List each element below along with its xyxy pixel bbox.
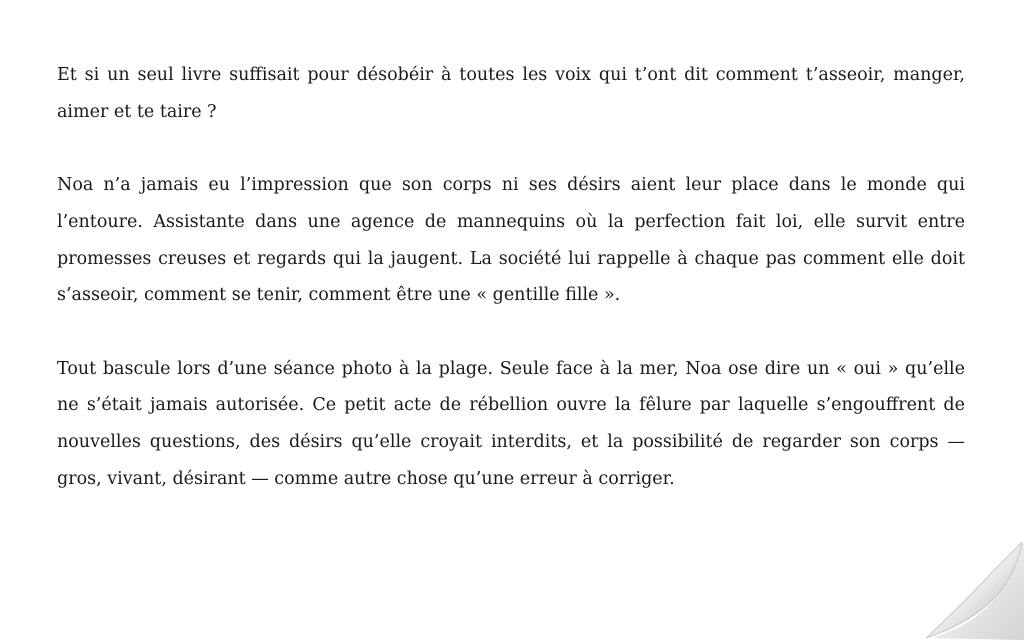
blurb-paragraph-1: Et si un seul livre suffisait pour désobéir à toutes les voix qui t’ont dit comment t’asseoir, manger, aimer et te taire ?	[57, 65, 965, 122]
page-curl-icon[interactable]	[914, 530, 1024, 640]
blurb-paragraph-3: Tout bascule lors d’une séance photo à la plage. Seule face à la mer, Noa ose dire un « oui » qu’elle ne s’était jamais autorisée. Ce petit acte de rébellion ouvre la fêlure par laquelle s’engouffrent de nouvelles questions, des désirs qu’elle croyait interdits, et la possibilité de regarder son corps — gros, vivant, désirant — comme autre chose qu’une erreur à corriger.	[57, 358, 965, 489]
blurb-paragraph-2: Noa n’a jamais eu l’impression que son corps ni ses désirs aient leur place dans le monde qui l’entoure. Assistante dans une agence de mannequins où la perfection fait loi, elle survit entre promesses creuses et regards qui la jaugent. La société lui rappelle à chaque pas comment elle doit s’asseoir, comment se tenir, comment être une « gentille fille ».	[57, 175, 965, 306]
blurb-text	[57, 57, 965, 497]
